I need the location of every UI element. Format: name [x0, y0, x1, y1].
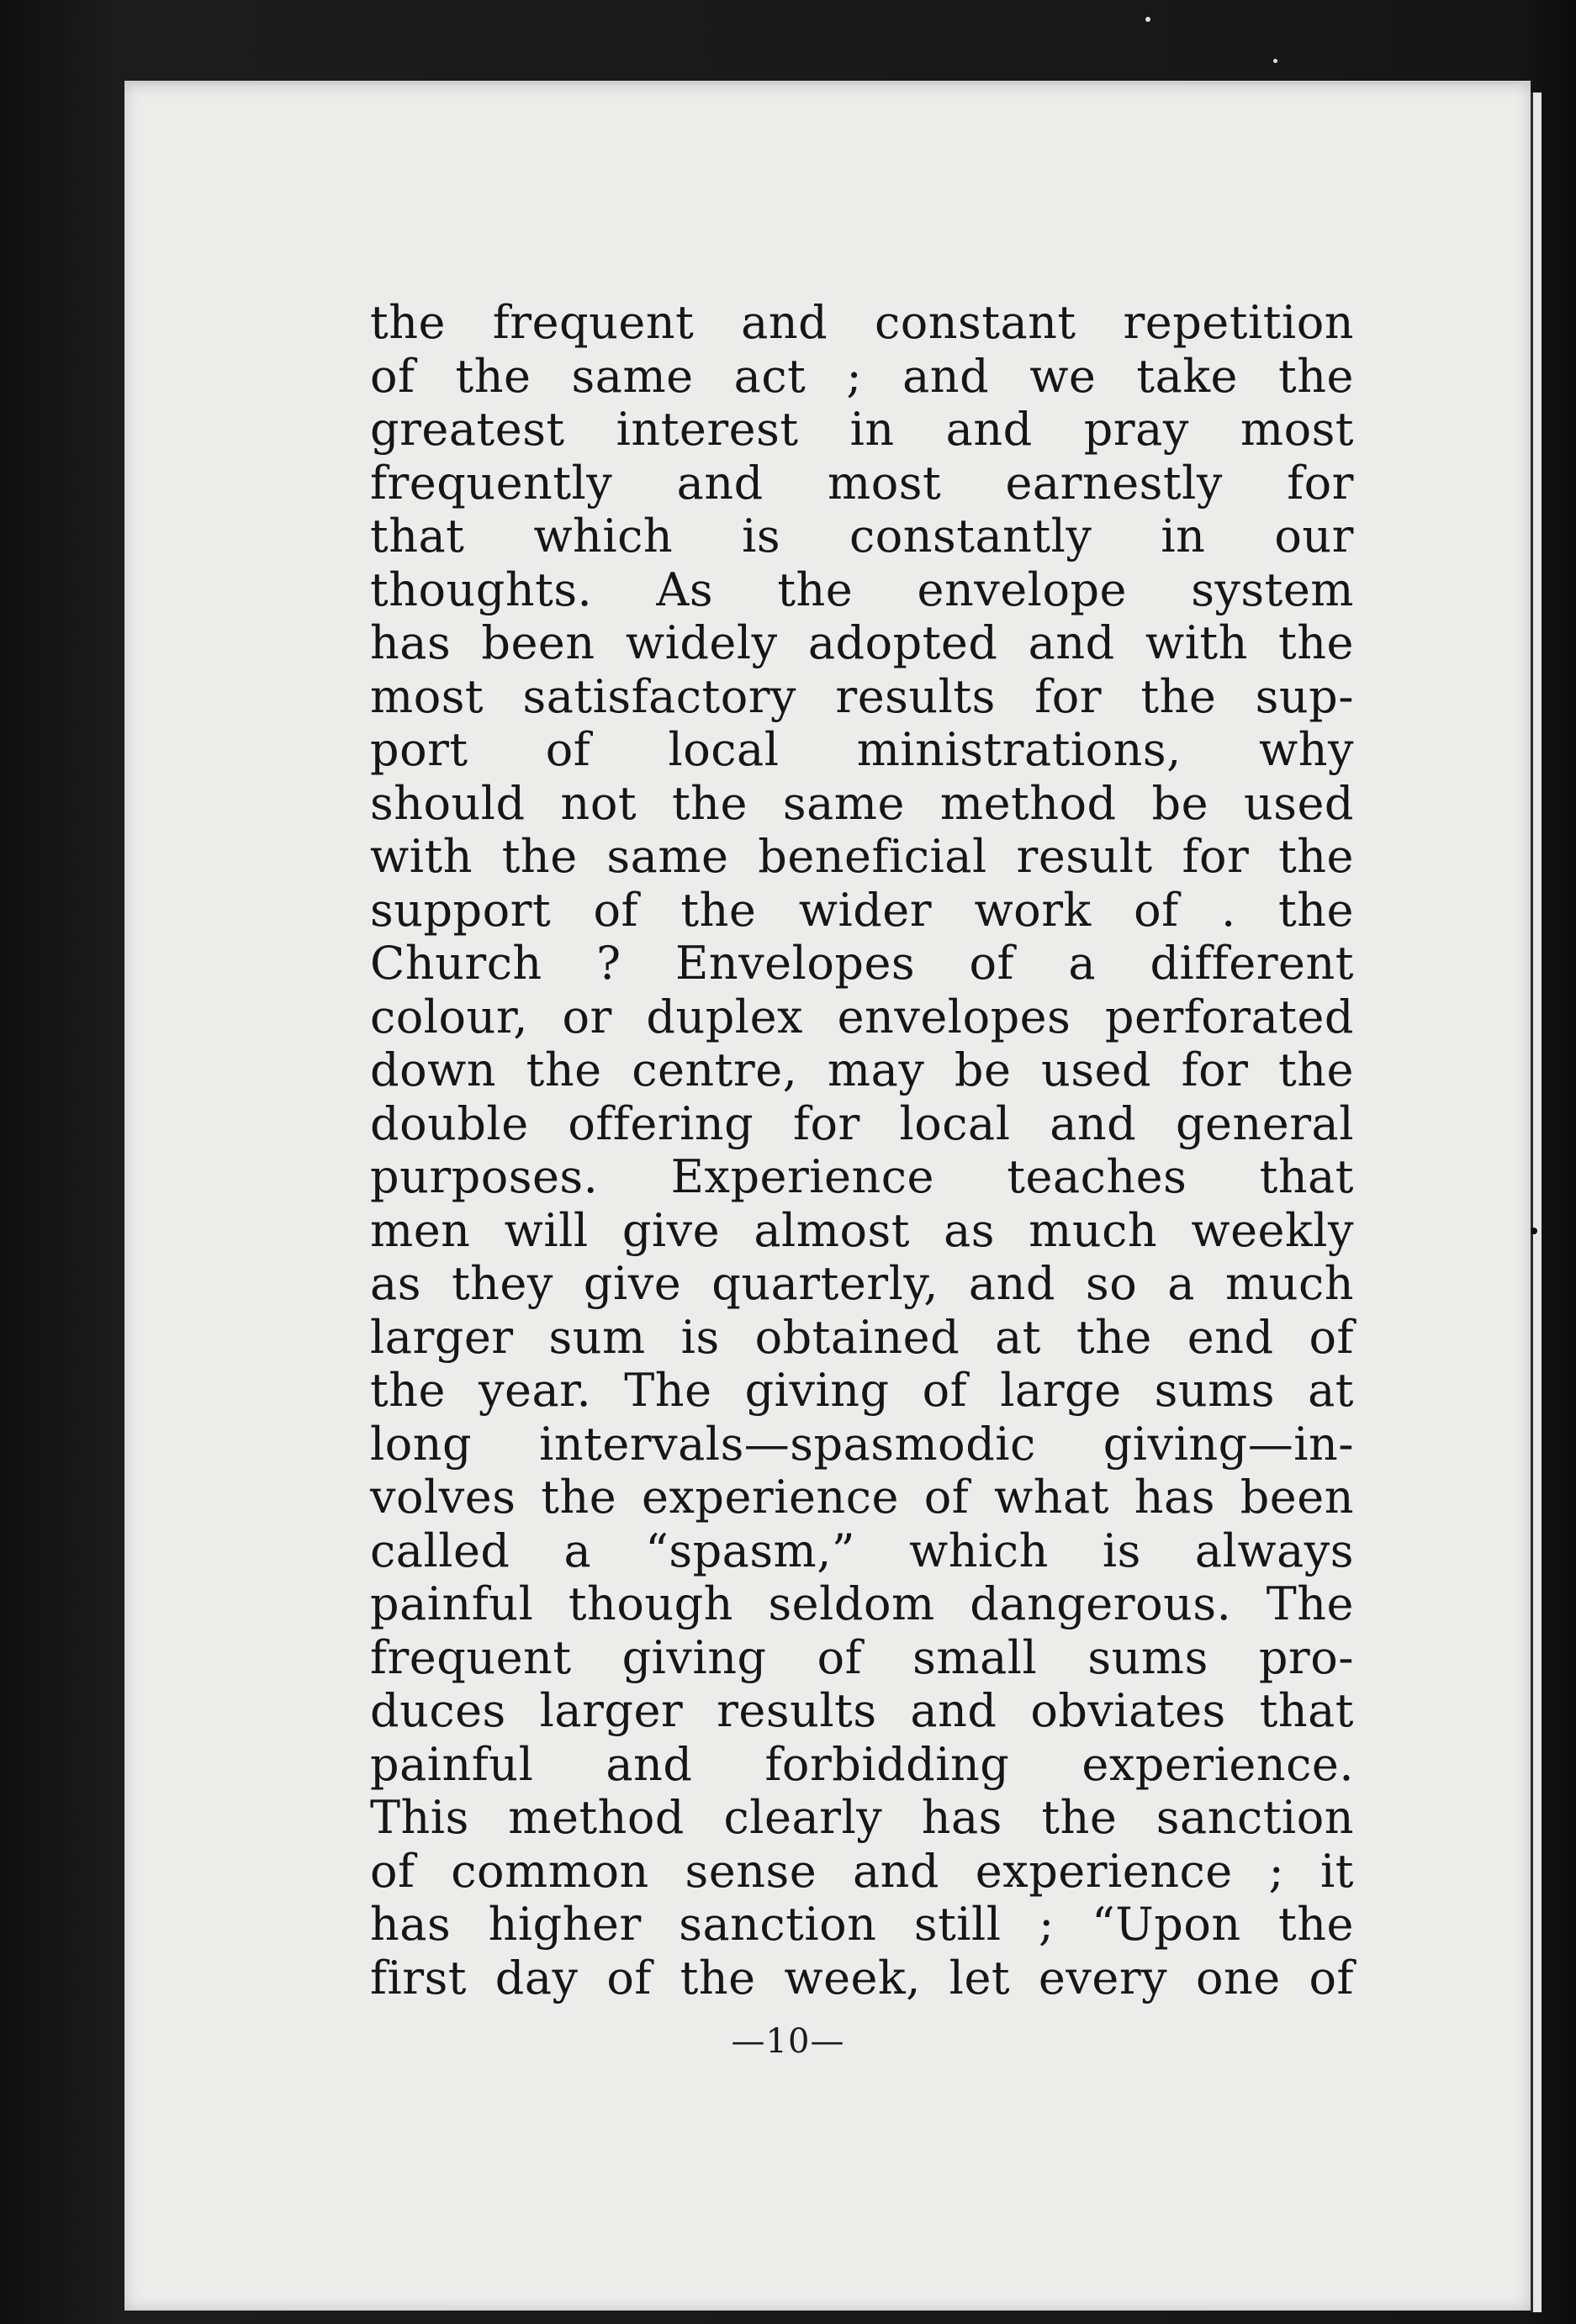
text-line: first day of the week, let every one of	[370, 1951, 1354, 2004]
text-line: colour, or duplex envelopes perforated	[370, 990, 1354, 1043]
text-line: larger sum is obtained at the end of	[370, 1310, 1354, 1364]
text-line: has higher sanction still ; “Upon the	[370, 1898, 1354, 1951]
text-line: support of the wider work of . the	[370, 883, 1354, 937]
scan-speck	[1531, 1228, 1537, 1234]
text-line: the frequent and constant repetition	[370, 296, 1354, 349]
text-line: should not the same method be used	[370, 776, 1354, 830]
adjacent-page-edge	[1531, 92, 1542, 2312]
text-line: Church ? Envelopes of a different	[370, 937, 1354, 990]
text-line: volves the experience of what has been	[370, 1471, 1354, 1524]
text-line: frequently and most earnestly for	[370, 456, 1354, 510]
text-line: called a “spasm,” which is always	[370, 1524, 1354, 1577]
text-line: painful though seldom dangerous. The	[370, 1577, 1354, 1630]
scan-speck	[1273, 59, 1277, 63]
text-line: of common sense and experience ; it	[370, 1844, 1354, 1898]
text-line: frequent giving of small sums pro-	[370, 1630, 1354, 1684]
text-line: long intervals—spasmodic giving—in-	[370, 1417, 1354, 1471]
text-line: thoughts. As the envelope system	[370, 563, 1354, 616]
text-line: as they give quarterly, and so a much	[370, 1257, 1354, 1310]
text-line: painful and forbidding experience.	[370, 1737, 1354, 1791]
text-line: duces larger results and obviates that	[370, 1684, 1354, 1737]
text-line: double offering for local and general	[370, 1096, 1354, 1150]
page-number: —10—	[731, 2022, 845, 2061]
text-line: the year. The giving of large sums at	[370, 1364, 1354, 1417]
text-line: port of local ministrations, why	[370, 723, 1354, 776]
text-line: that which is constantly in our	[370, 510, 1354, 563]
scan-speck	[1145, 17, 1150, 22]
text-line: has been widely adopted and with the	[370, 616, 1354, 669]
text-line: with the same beneficial result for the	[370, 830, 1354, 883]
text-line: greatest interest in and pray most	[370, 403, 1354, 456]
body-text	[370, 296, 1354, 2004]
text-line: down the centre, may be used for the	[370, 1043, 1354, 1096]
text-line: most satisfactory results for the sup-	[370, 669, 1354, 723]
text-line: This method clearly has the sanction	[370, 1791, 1354, 1844]
text-line: purposes. Experience teaches that	[370, 1150, 1354, 1203]
text-line: men will give almost as much weekly	[370, 1203, 1354, 1257]
text-line: of the same act ; and we take the	[370, 349, 1354, 403]
